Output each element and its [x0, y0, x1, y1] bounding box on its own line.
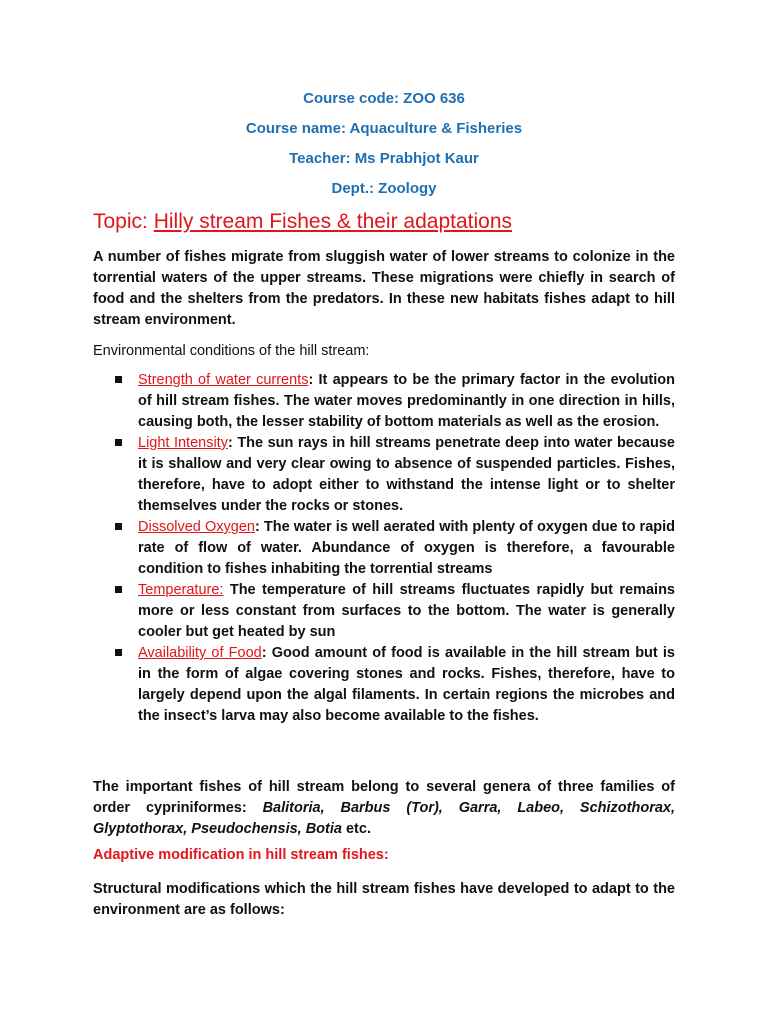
species-list: Balitoria, Barbus (Tor), Garra, Labeo, Schizothorax, Glyptothorax, Pseudochensis, Botia	[93, 800, 676, 837]
condition-text: The temperature of hill streams fluctuates rapidly but remains more or less constant from surfaces to the bottom. The water is generally cooler but get heated by sun	[138, 582, 675, 640]
structural-paragraph: Structural modifications which the hill stream fishes have developed to adapt to the environment are as follows:	[93, 881, 675, 918]
families-intro: The important fishes of hill stream belong to several genera of three families of order cypriniformes:	[93, 779, 675, 816]
conditions-list	[93, 370, 675, 727]
square-bullet-icon	[115, 586, 122, 593]
square-bullet-icon	[115, 649, 122, 656]
square-bullet-icon	[115, 523, 122, 530]
condition-term: Dissolved Oxygen	[138, 519, 255, 535]
condition-term: Strength of water currents	[138, 372, 309, 388]
department: Dept.: Zoology	[331, 180, 437, 197]
teacher-name: Teacher: Ms Prabhjot Kaur	[289, 150, 479, 167]
intro-paragraph: A number of fishes migrate from sluggish water of lower streams to colonize in the torrential waters of the upper streams. These migrations were chiefly in search of food and the shelters from the predators. In these new habitats fishes adapt to hill stream environment.	[93, 249, 675, 328]
topic-heading	[93, 210, 512, 234]
list-item	[93, 370, 675, 433]
condition-text: : It appears to be the primary factor in the evolution of hill stream fishes. The water moves predominantly in one direction in hills, causing both, the lesser stability of bottom materials as well as the erosion.	[138, 372, 676, 430]
square-bullet-icon	[115, 376, 122, 383]
list-item	[93, 580, 675, 643]
condition-text: : Good amount of food is available in the hill stream but is in the form of algae covering stones and rocks. Fishes, therefore, have to largely depend upon the algal filaments. In certain regions the microbes and the insect’s larva may also become available to the fishes.	[138, 645, 675, 724]
condition-term: Light Intensity	[138, 435, 228, 451]
families-end: etc.	[341, 821, 371, 837]
adaptive-heading: Adaptive modification in hill stream fishes:	[93, 847, 389, 863]
condition-text: : The sun rays in hill streams penetrate deep into water because it is shallow and very clear owing to absence of suspended particles. Fishes, therefore, have to adopt either to withstand the intense light or to shelter themselves under the rocks or stones.	[138, 435, 675, 514]
course-code: Course code: ZOO 636	[303, 90, 465, 107]
condition-term: Availability of Food	[138, 645, 262, 661]
course-name: Course name: Aquaculture & Fisheries	[245, 120, 523, 137]
list-item	[93, 517, 675, 580]
list-item	[93, 433, 675, 517]
condition-term: Temperature:	[138, 582, 224, 598]
list-item	[93, 643, 675, 727]
topic-title: Hilly stream Fishes & their adaptations	[153, 210, 513, 233]
square-bullet-icon	[115, 439, 122, 446]
condition-text: : The water is well aerated with plenty of oxygen due to rapid rate of flow of water. Abundance of oxygen is therefore, a favourable condition to fishes inhabiting the torrential streams	[138, 519, 675, 577]
topic-label: Topic:	[93, 210, 154, 233]
environment-heading: Environmental conditions of the hill stream:	[93, 343, 370, 359]
families-paragraph	[93, 777, 675, 840]
